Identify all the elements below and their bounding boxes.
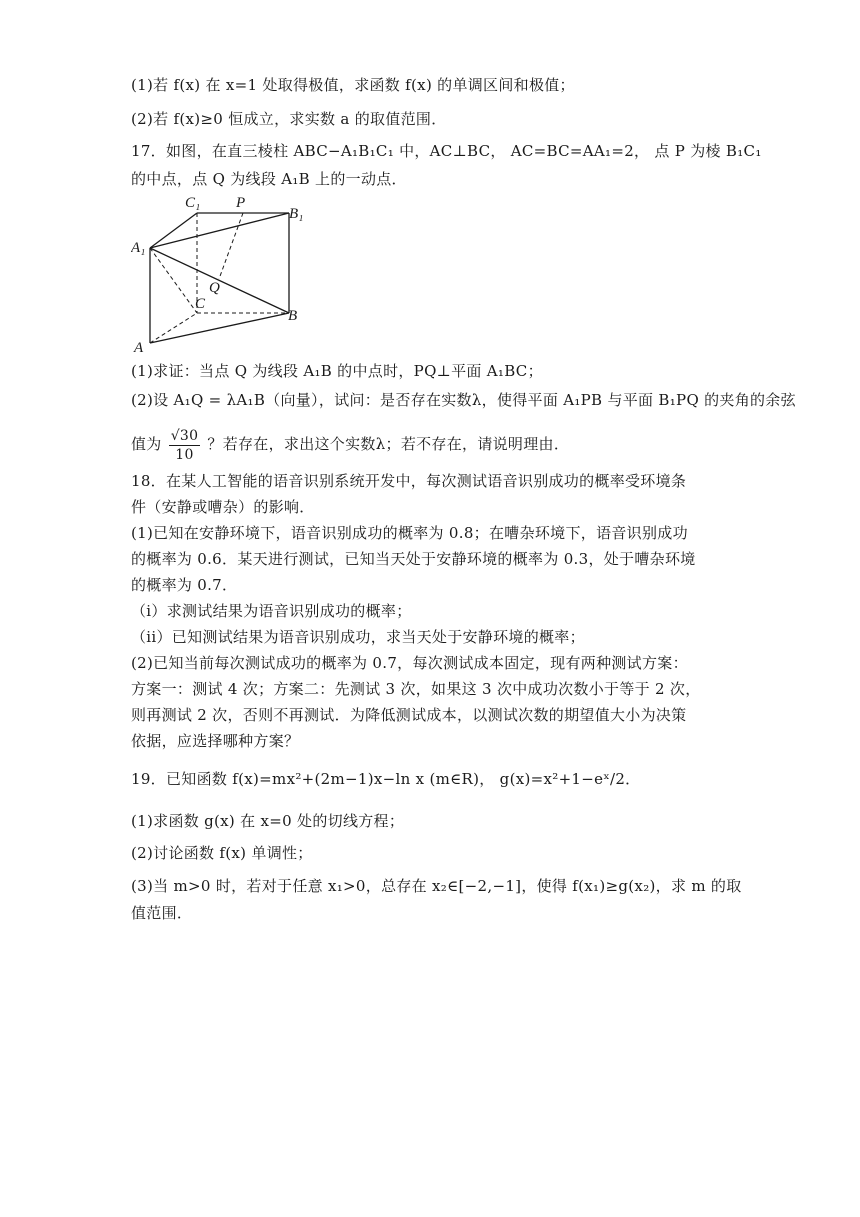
q18-part2-line3: 则再测试 2 次，否则不再测试．为降低测试成本，以测试次数的期望值大小为决策 (131, 706, 687, 724)
q19-part3-line2: 值范围． (131, 904, 193, 922)
prism-figure (131, 190, 311, 356)
q18-part1-line3: 的概率为 0.7． (131, 576, 238, 594)
q17-part2-line2 (131, 424, 731, 464)
q18-sub-ii: （ii）已知测试结果为语音识别成功，求当天处于安静环境的概率； (131, 628, 585, 646)
label-Q: Q (209, 280, 220, 296)
label-B: B (288, 308, 298, 324)
q16-part2: (2)若 f(x)≥0 恒成立，求实数 a 的取值范围． (131, 110, 447, 128)
edge-A1B1 (150, 213, 289, 248)
q18-part2-line2: 方案一：测试 4 次；方案二：先测试 3 次，如果这 3 次中成功次数小于等于 2 次， (131, 680, 701, 698)
q19-part2: (2)讨论函数 f(x) 单调性； (131, 844, 313, 862)
label-A: A (134, 340, 144, 356)
q17-value-suffix: ？若存在，求出这个实数λ；若不存在，请说明理由． (207, 435, 570, 453)
label-C: C (195, 296, 206, 312)
q18-sub-i: （i）求测试结果为语音识别成功的概率； (131, 602, 412, 620)
q17-stem-line2: 的中点，点 Q 为线段 A₁B 上的一动点． (131, 170, 407, 188)
q18-part1-line1: (1)已知在安静环境下，语音识别成功的概率为 0.8；在嘈杂环境下，语音识别成功 (131, 524, 688, 542)
q19-stem: 19．已知函数 f(x)=mx²+(2m−1)x−ln x (m∈R)， g(x)=x²+1−eˣ/2． (131, 770, 641, 788)
q18-part2-line4: 依据，应选择哪种方案？ (131, 732, 300, 750)
edge-AB (150, 313, 289, 343)
q18-stem-line1: 18．在某人工智能的语音识别系统开发中，每次测试语音识别成功的概率受环境条 (131, 472, 687, 490)
q18-part2-line1: (2)已知当前每次测试成功的概率为 0.7，每次测试成本固定，现有两种测试方案： (131, 654, 688, 672)
q18-stem-line2: 件（安静或嘈杂）的影响． (131, 498, 315, 516)
label-B1: B₁ (289, 206, 304, 222)
label-C1: C₁ (185, 195, 201, 211)
fraction-numerator: √30 (170, 427, 199, 444)
hidden-segment-A1C (150, 248, 197, 313)
fraction-sqrt30-over-10 (169, 427, 201, 464)
label-P: P (236, 195, 246, 211)
label-A1: A₁ (131, 240, 146, 256)
hidden-segment-PQ (219, 213, 243, 279)
q18-part1-line2: 的概率为 0.6．某天进行测试，已知当天处于安静环境的概率为 0.3，处于嘈杂环境 (131, 550, 696, 568)
q17-value-prefix: 值为 (131, 435, 162, 453)
fraction-denominator: 10 (175, 446, 194, 463)
q19-part1: (1)求函数 g(x) 在 x=0 处的切线方程； (131, 812, 405, 830)
q17-part1: (1)求证：当点 Q 为线段 A₁B 的中点时，PQ⊥平面 A₁BC； (131, 362, 543, 380)
q16-part1: (1)若 f(x) 在 x=1 处取得极值，求函数 f(x) 的单调区间和极值； (131, 76, 575, 94)
q17-part2-line1: (2)设 A₁Q = λA₁B（向量），试问：是否存在实数λ，使得平面 A₁PB 与平面 B₁PQ 的夹角的余弦 (131, 391, 796, 409)
q17-stem-line1: 17．如图，在直三棱柱 ABC−A₁B₁C₁ 中，AC⊥BC， AC=BC=AA₁=2， 点 P 为棱 B₁C₁ (131, 142, 762, 160)
q19-part3-line1: (3)当 m>0 时，若对于任意 x₁>0，总存在 x₂∈[−2,−1]，使得 f(x₁)≥g(x₂)，求 m 的取 (131, 877, 742, 895)
